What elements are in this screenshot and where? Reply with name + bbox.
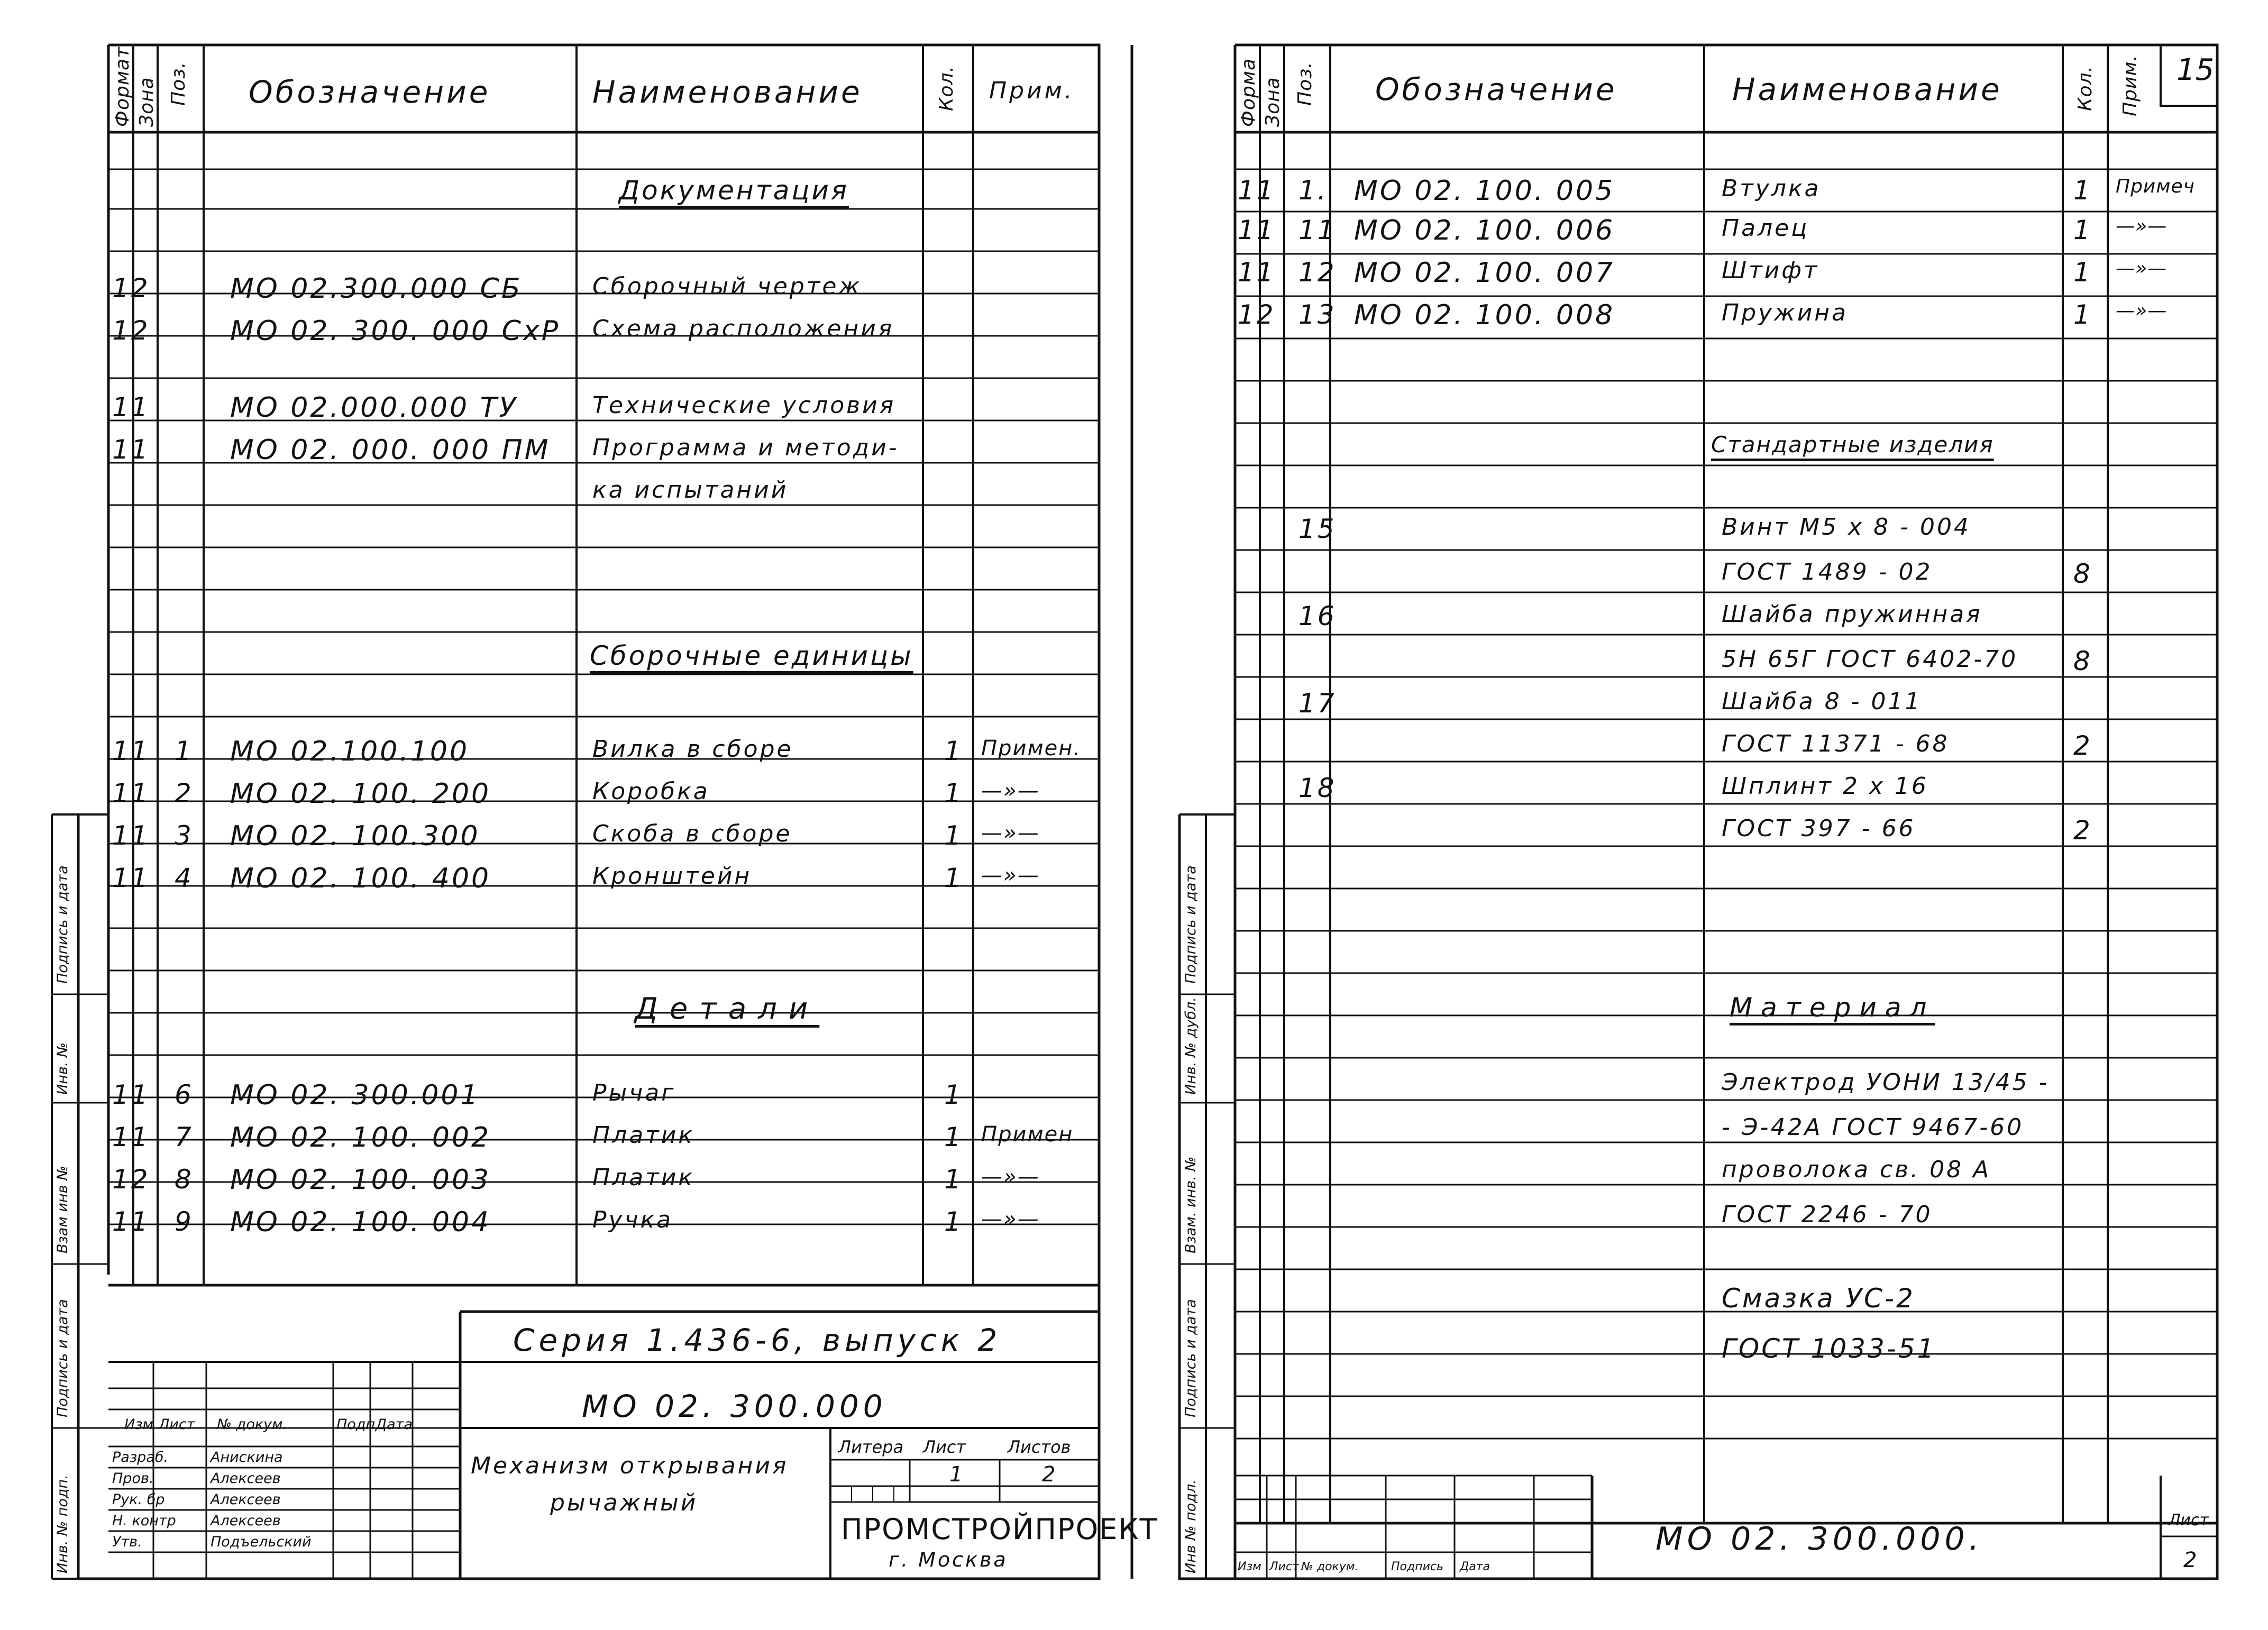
cell-format: 11 — [112, 736, 150, 766]
cell-qty: 1 — [2073, 257, 2092, 288]
document-code: МО 02. 300.000 — [582, 1388, 887, 1424]
cell-name: Схема расположения — [592, 315, 894, 342]
cell-name: - Э-42А ГОСТ 9467-60 — [1722, 1114, 2024, 1141]
title-line-1: Механизм открывания — [471, 1452, 789, 1479]
left-margin-label: Инв. № — [54, 1042, 71, 1095]
signer-name: Подъельский — [211, 1534, 312, 1550]
cell-name: ГОСТ 1489 - 02 — [1722, 558, 1933, 585]
cell-name: Программа и методи- — [592, 434, 899, 461]
cell-name: Шайба пружинная — [1722, 601, 1982, 628]
cell-note: Примен. — [981, 736, 1082, 761]
document-code-right: МО 02. 300.000. — [1656, 1521, 1983, 1558]
section-heading: Стандартные изделия — [1711, 432, 1994, 457]
cell-qty: 8 — [2073, 558, 2092, 589]
cell-name: Скоба в сборе — [592, 820, 792, 847]
cell-format: 11 — [112, 778, 150, 809]
col-header-right: Изм — [1238, 1560, 1261, 1573]
cell-designation: МО 02. 100. 003 — [230, 1164, 491, 1196]
cell-designation: МО 02. 100. 002 — [230, 1122, 491, 1153]
cell-designation: МО 02. 100. 008 — [1354, 299, 1615, 331]
header-pos-right: Поз. — [1294, 61, 1316, 106]
section-heading: Документация — [619, 175, 849, 206]
cell-note: —»— — [981, 779, 1040, 803]
header-format-right: Форма — [1238, 58, 1259, 127]
cell-format: 11 — [112, 1122, 150, 1152]
cell-designation: МО 02. 300. 000 СхР — [230, 315, 561, 347]
section-heading: Материал — [1730, 992, 1935, 1023]
cell-designation: МО 02. 100. 007 — [1354, 257, 1615, 289]
col-header: Подп. — [336, 1416, 380, 1433]
role-label: Н. контр — [112, 1513, 176, 1529]
cell-name: Сборочный чертеж — [592, 273, 862, 300]
cell-name: Кронштейн — [592, 863, 752, 890]
cell-note: Примеч — [2116, 176, 2195, 197]
header-name: Наименование — [592, 74, 863, 110]
cell-qty: 1 — [944, 863, 963, 893]
sheet-value-right: 2 — [2183, 1548, 2199, 1572]
cell-format: 11 — [112, 434, 150, 465]
cell-name: Винт М5 х 8 - 004 — [1722, 514, 1971, 541]
cell-name: Вилка в сборе — [592, 736, 793, 763]
cell-pos: 1. — [1298, 175, 1328, 206]
cell-format: 12 — [112, 1164, 150, 1195]
cell-qty: 1 — [944, 778, 963, 809]
cell-name: Ручка — [592, 1206, 673, 1233]
section-heading: Сборочные единицы — [590, 640, 913, 671]
cell-pos: 9 — [175, 1206, 194, 1237]
cell-name: Смазка УС-2 — [1722, 1283, 1915, 1314]
cell-pos: 15 — [1298, 514, 1337, 544]
cell-format: 12 — [1238, 299, 1276, 330]
sheets-value: 2 — [1042, 1462, 1058, 1487]
sheet-number: 15 — [2176, 53, 2215, 87]
cell-qty: 1 — [944, 1206, 963, 1237]
cell-pos: 8 — [175, 1164, 194, 1195]
right-margin-label: Инв. № дубл. — [1183, 997, 1199, 1095]
cell-note: —»— — [981, 863, 1040, 887]
cell-qty: 1 — [944, 1079, 963, 1110]
col-header-right: Лист — [1269, 1560, 1299, 1573]
cell-name: Втулка — [1722, 175, 1821, 202]
cell-qty: 2 — [2073, 815, 2092, 846]
cell-pos: 12 — [1298, 257, 1337, 288]
cell-format: 12 — [112, 273, 150, 304]
header-designation: Обозначение — [249, 74, 491, 110]
cell-pos: 4 — [175, 863, 194, 893]
cell-pos: 1 — [175, 736, 194, 766]
cell-name: ГОСТ 397 - 66 — [1722, 815, 1916, 842]
cell-pos: 6 — [175, 1079, 194, 1110]
cell-note: Примен — [981, 1122, 1074, 1147]
litera-label: Литера — [838, 1437, 904, 1457]
cell-pos: 17 — [1298, 688, 1337, 719]
cell-name: Рычаг — [592, 1079, 676, 1106]
signer-name: Алексеев — [211, 1470, 281, 1487]
sheet-label-right: Лист — [2169, 1511, 2209, 1530]
cell-designation: МО 02.300.000 СБ — [230, 273, 523, 305]
col-header: Дата — [376, 1416, 413, 1433]
cell-designation: МО 02. 300.001 — [230, 1079, 480, 1111]
cell-designation: МО 02. 000. 000 ПМ — [230, 434, 551, 466]
col-header: Лист — [159, 1416, 195, 1433]
cell-format: 11 — [112, 392, 150, 423]
col-header: Изм — [124, 1416, 153, 1433]
cell-note: —»— — [2116, 258, 2168, 279]
header-zone-right: Зона — [1262, 77, 1284, 127]
cell-name: ка испытаний — [592, 477, 789, 503]
cell-pos: 13 — [1298, 299, 1337, 330]
col-header-right: № докум. — [1301, 1560, 1359, 1573]
cell-note: —»— — [981, 821, 1040, 845]
cell-format: 11 — [112, 863, 150, 893]
col-header: № докум. — [217, 1416, 288, 1433]
right-margin-label: Взам. инв. № — [1183, 1156, 1199, 1253]
cell-name: Технические условия — [592, 392, 896, 419]
cell-name: ГОСТ 1033-51 — [1722, 1333, 1936, 1364]
signer-name: Алексеев — [211, 1491, 281, 1508]
cell-name: Электрод УОНИ 13/45 - — [1722, 1069, 2050, 1096]
cell-designation: МО 02. 100. 004 — [230, 1206, 491, 1238]
organization-name: ПРОМСТРОЙПРОЕКТ — [841, 1513, 1158, 1546]
sheets-label: Листов — [1008, 1437, 1071, 1457]
cell-qty: 1 — [944, 1164, 963, 1195]
cell-note: —»— — [981, 1207, 1040, 1231]
role-label: Пров. — [112, 1470, 154, 1487]
cell-name: Платик — [592, 1122, 694, 1149]
cell-pos: 7 — [175, 1122, 194, 1152]
header-pos: Поз. — [168, 61, 189, 106]
cell-name: Пружина — [1722, 299, 1849, 326]
cell-designation: МО 02.000.000 ТУ — [230, 392, 518, 424]
cell-qty: 1 — [944, 820, 963, 851]
title-line-2: рычажный — [550, 1489, 698, 1516]
left-margin-label: Взам инв № — [54, 1165, 71, 1253]
cell-format: 11 — [1238, 257, 1276, 288]
signer-name: Алексеев — [211, 1513, 281, 1529]
cell-name: 5Н 65Г ГОСТ 6402-70 — [1722, 646, 2018, 673]
right-margin-label: Подпись и дата — [1183, 865, 1199, 984]
col-header-right: Подпись — [1391, 1560, 1443, 1573]
cell-format: 11 — [1238, 215, 1276, 245]
signer-name: Анискина — [211, 1449, 283, 1466]
cell-name: Платик — [592, 1164, 694, 1191]
cell-qty: 1 — [944, 736, 963, 766]
cell-qty: 1 — [2073, 175, 2092, 206]
cell-pos: 16 — [1298, 601, 1337, 631]
cell-qty: 1 — [2073, 299, 2092, 330]
left-margin-label: Подпись и дата — [54, 865, 71, 984]
left-margin-label: Подпись и дата — [54, 1299, 71, 1417]
cell-name: Шайба 8 - 011 — [1722, 688, 1922, 715]
cell-name: Штифт — [1722, 257, 1819, 284]
cell-qty: 2 — [2073, 730, 2092, 761]
cell-designation: МО 02.100.100 — [230, 736, 470, 767]
cell-format: 11 — [112, 1206, 150, 1237]
header-note: Прим. — [989, 77, 1075, 104]
role-label: Утв. — [112, 1534, 142, 1550]
cell-designation: МО 02. 100. 006 — [1354, 215, 1615, 246]
series-label: Серия 1.436-6, выпуск 2 — [513, 1322, 1002, 1358]
cell-name: Коробка — [592, 778, 710, 805]
header-note-right: Прим. — [2119, 54, 2141, 116]
cell-pos: 18 — [1298, 773, 1337, 803]
left-margin-label: Инв. № подп. — [54, 1475, 71, 1573]
cell-note: —»— — [981, 1165, 1040, 1189]
cell-pos: 11 — [1298, 215, 1337, 245]
cell-note: —»— — [2116, 300, 2168, 322]
sheet-value: 1 — [949, 1462, 965, 1487]
cell-name: ГОСТ 11371 - 68 — [1722, 730, 1950, 757]
header-name-right: Наименование — [1732, 71, 2002, 107]
cell-format: 11 — [112, 820, 150, 851]
cell-format: 12 — [112, 315, 150, 346]
organization-city: г. Москва — [889, 1548, 1008, 1571]
cell-qty: 1 — [944, 1122, 963, 1152]
sheet-label: Лист — [923, 1437, 966, 1457]
cell-qty: 1 — [2073, 215, 2092, 245]
cell-name: проволока св. 08 А — [1722, 1156, 1991, 1183]
role-label: Рук. бр — [112, 1491, 165, 1508]
cell-note: —»— — [2116, 215, 2168, 237]
right-margin-label: Подпись и дата — [1183, 1299, 1199, 1417]
header-format: Формат — [112, 46, 133, 127]
cell-pos: 3 — [175, 820, 194, 851]
header-zone: Зона — [136, 77, 158, 127]
role-label: Разраб. — [112, 1449, 169, 1466]
cell-designation: МО 02. 100. 200 — [230, 778, 491, 810]
right-margin-label: Инв № подл. — [1183, 1479, 1199, 1573]
cell-designation: МО 02. 100.300 — [230, 820, 480, 852]
header-qty-right: Кол. — [2074, 65, 2096, 111]
cell-designation: МО 02. 100. 400 — [230, 863, 491, 894]
header-qty: Кол. — [936, 65, 957, 111]
cell-designation: МО 02. 100. 005 — [1354, 175, 1615, 207]
cell-pos: 2 — [175, 778, 194, 809]
cell-name: ГОСТ 2246 - 70 — [1722, 1201, 1933, 1228]
section-heading: Детали — [635, 992, 820, 1026]
cell-format: 11 — [112, 1079, 150, 1110]
col-header-right: Дата — [1460, 1560, 1490, 1573]
cell-format: 11 — [1238, 175, 1276, 206]
cell-name: Шплинт 2 х 16 — [1722, 773, 1928, 800]
header-designation-right: Обозначение — [1375, 71, 1617, 107]
cell-name: Палец — [1722, 215, 1809, 242]
cell-qty: 8 — [2073, 646, 2092, 676]
